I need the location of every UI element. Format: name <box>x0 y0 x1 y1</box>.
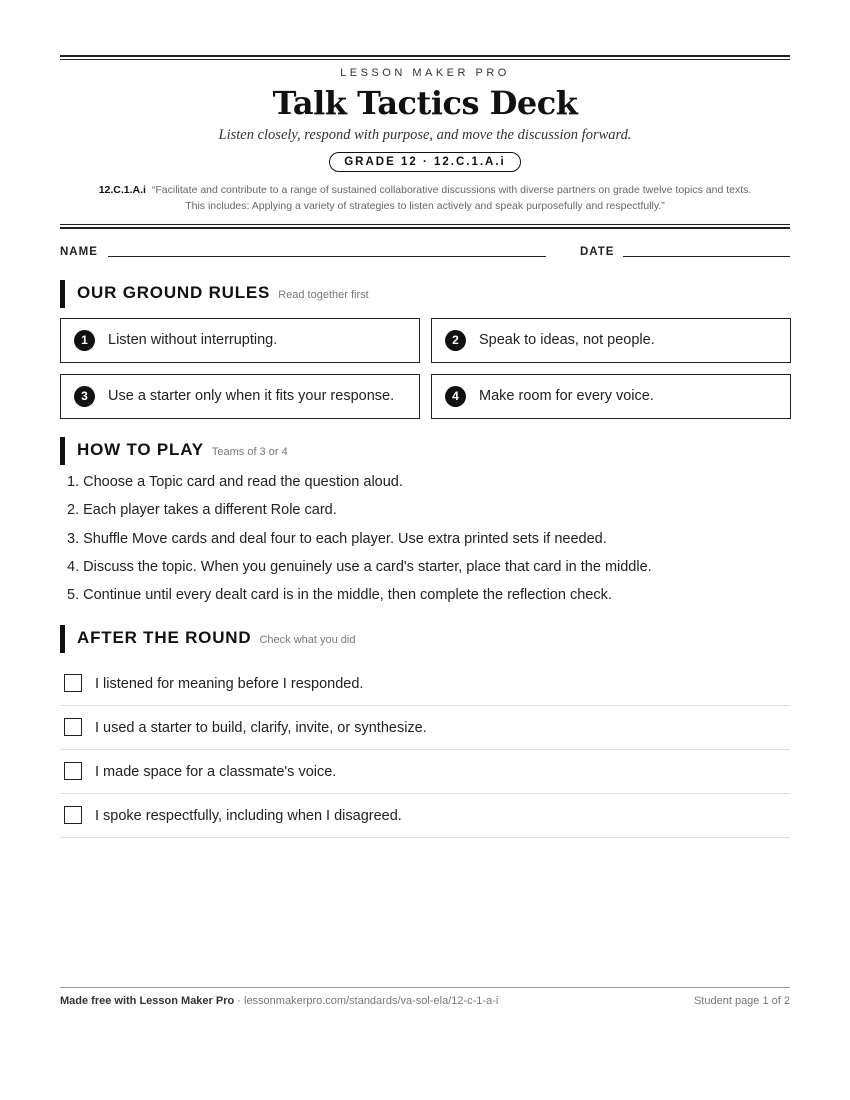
standard-line-1 <box>60 182 790 198</box>
rule-number-badge: 2 <box>445 330 466 351</box>
step-item: 2. Each player takes a different Role card. <box>67 502 337 519</box>
step-item: 1. Choose a Topic card and read the question aloud. <box>67 474 403 490</box>
checkbox[interactable] <box>64 674 82 692</box>
step-item: 3. Shuffle Move cards and deal four to each player. Use extra printed sets if needed. <box>67 530 607 547</box>
ground-rule-card <box>60 374 420 419</box>
page-title: Talk Tactics Deck <box>272 84 578 122</box>
ground-rules-subtitle: Read together first <box>278 289 369 301</box>
step-item: 5. Continue until every dealt card is in the middle, then complete the reflection check. <box>67 587 612 604</box>
ground-rule-card <box>431 374 791 419</box>
rule-text: Use a starter only when it fits your response. <box>108 388 395 404</box>
ground-rules-heading <box>60 280 790 308</box>
ground-rule-card <box>431 318 791 363</box>
checklist-text: I spoke respectfully, including when I disagreed. <box>95 808 402 824</box>
how-to-play-subtitle: Teams of 3 or 4 <box>211 446 288 458</box>
date-label: DATE <box>580 246 615 258</box>
standard-description <box>60 182 790 214</box>
after-round-subtitle: Check what you did <box>259 634 356 646</box>
how-to-play-title: HOW TO PLAY <box>77 440 204 459</box>
footer-rule <box>60 987 790 988</box>
after-round-title: AFTER THE ROUND <box>77 628 252 647</box>
step-item: 4. Discuss the topic. When you genuinely use a card's starter, place that card in the middle. <box>67 558 652 575</box>
section-bar <box>60 437 65 465</box>
checklist-item <box>60 750 790 794</box>
section-bar <box>60 280 65 308</box>
checklist-item <box>60 794 790 838</box>
brand-name: LESSON MAKER PRO <box>340 67 510 79</box>
footer <box>60 995 790 1007</box>
footer-made-with: Made free with Lesson Maker Pro <box>60 995 235 1007</box>
date-field[interactable] <box>623 256 790 257</box>
standard-code: 12.C.1.A.i <box>98 184 146 196</box>
checklist-text: I listened for meaning before I responded. <box>95 676 364 692</box>
name-date-row <box>60 244 790 264</box>
how-to-play-heading <box>60 437 790 465</box>
checklist-item <box>60 662 790 706</box>
standard-text-1: “Facilitate and contribute to a range of sustained collaborative discussions with diverse partners on grade twelve topics and texts. <box>151 184 752 196</box>
checklist-text: I used a starter to build, clarify, invite, or synthesize. <box>95 720 427 736</box>
checklist-text: I made space for a classmate's voice. <box>95 764 337 780</box>
grade-wrap <box>60 152 790 172</box>
worksheet-page <box>60 0 790 1100</box>
header-bottom-rule <box>60 227 790 229</box>
checkbox[interactable] <box>64 762 82 780</box>
ground-rules-title: OUR GROUND RULES <box>77 283 271 302</box>
standard-text-2: This includes: Applying a variety of strategies to listen actively and speak purposefully and respectfully.” <box>185 200 665 212</box>
ground-rule-card <box>60 318 420 363</box>
checkbox[interactable] <box>64 806 82 824</box>
grade-badge: GRADE 12 · 12.C.1.A.i <box>329 152 521 172</box>
top-rule <box>60 55 790 57</box>
rule-number-badge: 1 <box>74 330 95 351</box>
top-rule-inner <box>60 59 790 60</box>
checklist-item <box>60 706 790 750</box>
footer-page-number: Student page 1 of 2 <box>693 995 790 1007</box>
rule-text: Listen without interrupting. <box>108 332 278 348</box>
page-subtitle: Listen closely, respond with purpose, and move the discussion forward. <box>218 127 632 143</box>
header-bottom-rule-inner <box>60 224 790 225</box>
rule-text: Speak to ideas, not people. <box>479 332 655 348</box>
footer-url: · lessonmakerpro.com/standards/va-sol-ela/12-c-1-a-i <box>234 995 499 1007</box>
rule-number-badge: 4 <box>445 386 466 407</box>
rule-text: Make room for every voice. <box>479 388 654 404</box>
after-round-heading <box>60 625 790 653</box>
how-to-play-steps <box>67 474 787 615</box>
name-field[interactable] <box>108 256 546 257</box>
name-label: NAME <box>60 246 98 258</box>
checkbox[interactable] <box>64 718 82 736</box>
section-bar <box>60 625 65 653</box>
rule-number-badge: 3 <box>74 386 95 407</box>
reflection-checklist <box>60 662 790 838</box>
